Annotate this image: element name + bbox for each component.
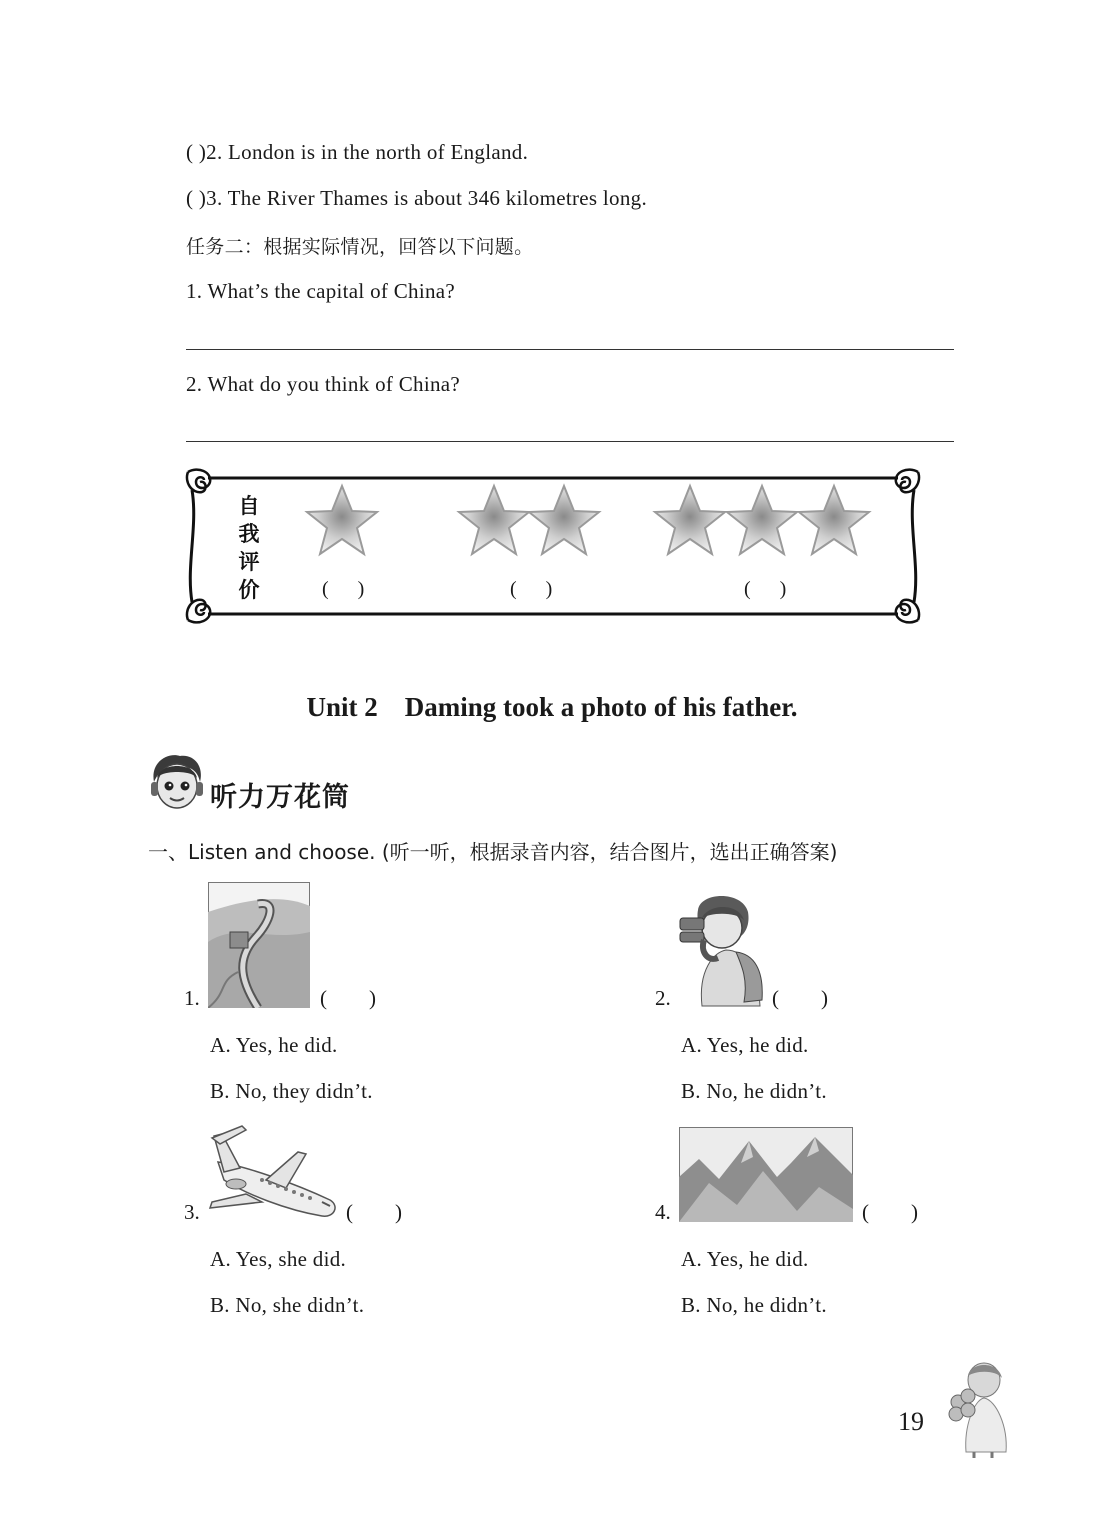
item-1-option-b: B. No, they didn’t. [210, 1079, 373, 1103]
answer-line-1[interactable] [186, 349, 954, 350]
task2-heading: 任务二：根据实际情况，回答以下问题。 [186, 236, 534, 258]
item-2-option-b: B. No, he didn’t. [681, 1079, 827, 1103]
answer-line-2[interactable] [186, 441, 954, 442]
task2-question-1: 1. What’s the capital of China? [186, 279, 456, 303]
rating-paren-3[interactable]: ( ) [744, 578, 799, 600]
answer-paren[interactable]: ( ) [186, 140, 207, 164]
item-4-answer-paren[interactable]: ( ) [862, 1200, 918, 1224]
great-wall-picture [208, 882, 310, 1008]
star-icon [529, 486, 599, 554]
mountains-picture [679, 1127, 853, 1222]
item-3-answer-paren[interactable]: ( ) [346, 1200, 402, 1224]
item-4-option-a: A. Yes, he did. [681, 1247, 809, 1271]
item-1-option-a: A. Yes, he did. [210, 1033, 338, 1057]
exercise-title: 一、Listen and choose. (听一听，根据录音内容，结合图片，选出正确答案) [148, 840, 838, 864]
star-icon [307, 486, 377, 554]
item-3-number: 3. [184, 1200, 200, 1224]
rating-paren-1[interactable]: ( ) [322, 578, 377, 600]
rating-paren-2[interactable]: ( ) [510, 578, 565, 600]
item-3-option-a: A. Yes, she did. [210, 1247, 347, 1271]
statement-text: 2. London is in the north of England. [206, 140, 529, 164]
answer-paren[interactable]: ( ) [186, 186, 207, 210]
star-icon [655, 486, 725, 554]
task2-question-2: 2. What do you think of China? [186, 372, 460, 396]
section-title: 听力万花筒 [210, 782, 350, 813]
page-number: 19 [898, 1407, 924, 1436]
rating-stars [184, 466, 922, 626]
statement-3 [186, 186, 647, 211]
self-evaluation-box [184, 466, 922, 626]
airplane-picture [206, 1122, 340, 1226]
boy-mascot-icon [148, 752, 206, 814]
item-3-option-b: B. No, she didn’t. [210, 1293, 365, 1317]
boy-with-binoculars-picture [678, 890, 764, 1008]
item-1-answer-paren[interactable]: ( ) [320, 986, 376, 1010]
star-icon [459, 486, 529, 554]
item-2-number: 2. [655, 986, 671, 1010]
item-4-number: 4. [655, 1200, 671, 1224]
item-1-number: 1. [184, 986, 200, 1010]
item-4-option-b: B. No, he didn’t. [681, 1293, 827, 1317]
star-icon [727, 486, 797, 554]
statement-2 [186, 140, 528, 165]
item-2-answer-paren[interactable]: ( ) [772, 986, 828, 1010]
item-2-option-a: A. Yes, he did. [681, 1033, 809, 1057]
girl-with-flowers-icon [940, 1356, 1020, 1458]
unit-title: Unit 2 Daming took a photo of his father. [306, 692, 798, 722]
star-icon [799, 486, 869, 554]
self-evaluation-label: 自 我 评 价 [238, 494, 260, 602]
statement-text: 3. The River Thames is about 346 kilometres long. [206, 186, 648, 210]
